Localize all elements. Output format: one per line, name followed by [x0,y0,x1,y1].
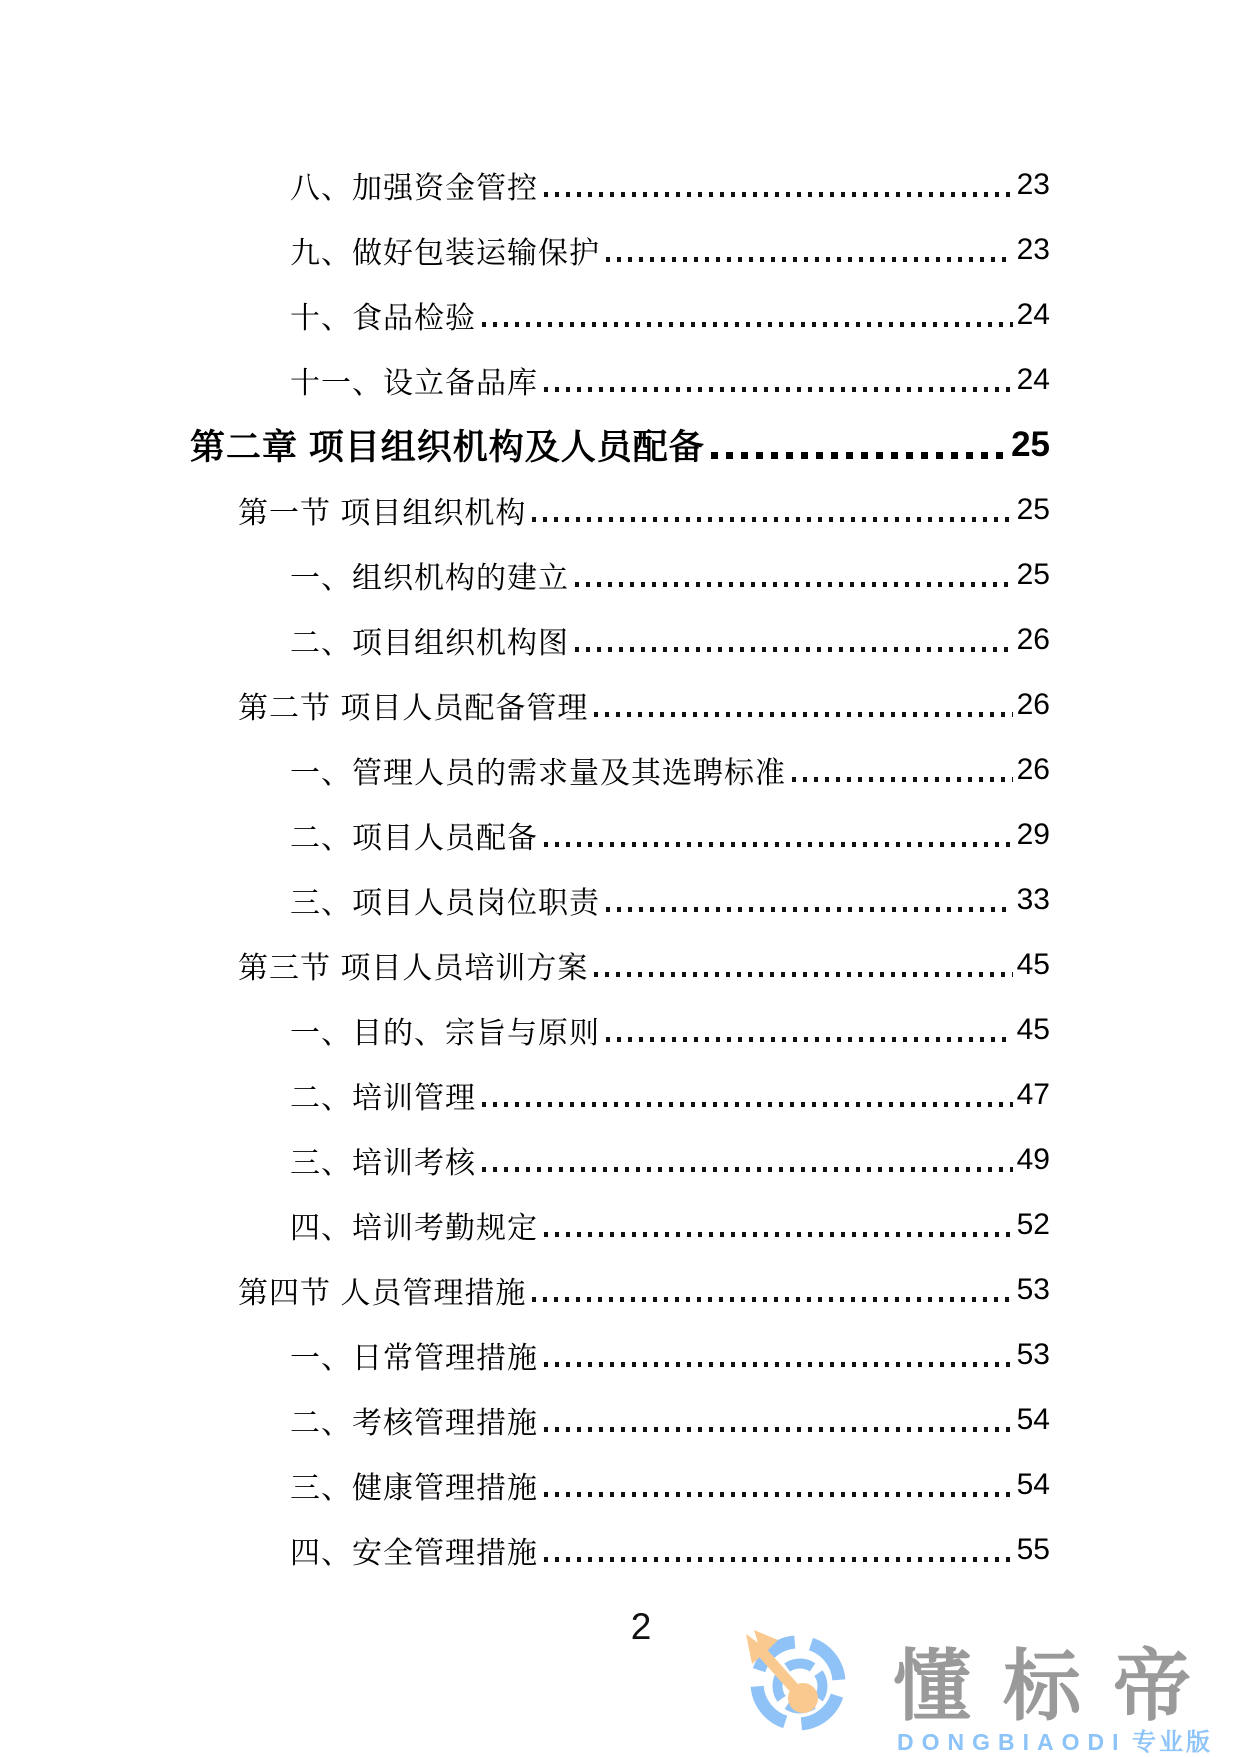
toc-entry-title: 第二节 项目人员配备管理 [238,691,589,725]
dot-leader [544,1232,1013,1237]
toc-entry-title: 一、组织机构的建立 [290,561,569,595]
toc-entry-page: 24 [1016,297,1050,331]
dot-leader [482,1102,1013,1107]
watermark-brand-edition: 专业版 [1132,1729,1213,1756]
dot-leader [606,257,1013,262]
toc-entry [190,347,1050,412]
toc-entry-page: 23 [1016,167,1050,201]
dot-leader [532,517,1012,522]
dot-leader [544,387,1013,392]
toc-entry [190,1452,1050,1517]
dot-leader [544,192,1013,197]
toc-entry-page: 47 [1016,1077,1050,1111]
toc-entry-title: 八、加强资金管控 [290,171,538,205]
toc-entry [190,672,1050,737]
toc-entry-page: 24 [1016,362,1050,396]
toc-entry [190,1192,1050,1257]
toc-entry-title: 四、安全管理措施 [290,1536,538,1570]
toc-entry-title: 十一、设立备品库 [290,366,538,400]
toc-entry [190,1517,1050,1582]
watermark-brand-subtitle [897,1722,1213,1757]
watermark-brand-latin: DONGBIAODI [897,1729,1127,1755]
toc-entry-page: 49 [1016,1142,1050,1176]
dot-leader [482,1167,1013,1172]
dot-leader [594,972,1012,977]
toc-entry-title: 二、考核管理措施 [290,1406,538,1440]
toc-entry-title: 一、管理人员的需求量及其选聘标准 [290,756,786,790]
toc-entry [190,282,1050,347]
page-number: 2 [630,1606,652,1647]
toc-entry-page: 25 [1016,492,1050,526]
toc-entry-title: 二、项目组织机构图 [290,626,569,660]
toc-entry-page: 45 [1016,1012,1050,1046]
toc-entry [190,867,1050,932]
toc-entry-page: 33 [1016,882,1050,916]
toc-entry-page: 55 [1016,1532,1050,1566]
toc-entry-title: 三、健康管理措施 [290,1471,538,1505]
dot-leader [594,712,1012,717]
toc-entry-page: 52 [1016,1207,1050,1241]
dot-leader [575,582,1013,587]
toc-entry [190,1127,1050,1192]
dot-leader [544,842,1013,847]
dot-leader [482,322,1013,327]
toc-entry-page: 53 [1016,1272,1050,1306]
toc-entry-page: 26 [1016,622,1050,656]
toc-entry-title: 十、食品检验 [290,301,476,335]
dot-leader [544,1362,1013,1367]
dot-leader [532,1297,1012,1302]
toc-entry [190,542,1050,607]
dot-leader [544,1427,1013,1432]
toc-entry-title: 四、培训考勤规定 [290,1211,538,1245]
toc-entry [190,1257,1050,1322]
toc-entry-page: 54 [1016,1402,1050,1436]
dot-leader [575,647,1013,652]
toc-entry-page: 25 [1016,557,1050,591]
toc-entry-title: 三、项目人员岗位职责 [290,886,600,920]
bullseye-arrow-logo-icon [738,1628,863,1754]
dot-leader [606,1037,1013,1042]
toc-entry-page: 23 [1016,232,1050,266]
toc-entry-page: 26 [1016,752,1050,786]
toc-entry-page: 45 [1016,947,1050,981]
table-of-contents [190,152,1050,1582]
toc-entry [190,477,1050,542]
toc-entry [190,1062,1050,1127]
dot-leader [544,1557,1013,1562]
dot-leader [792,777,1013,782]
toc-entry-page: 29 [1016,817,1050,851]
toc-entry-title: 第一节 项目组织机构 [238,496,527,530]
toc-entry-title: 二、培训管理 [290,1081,476,1115]
toc-entry-page: 26 [1016,687,1050,721]
toc-entry-title: 三、培训考核 [290,1146,476,1180]
toc-entry [190,1322,1050,1387]
dot-leader [544,1492,1013,1497]
dot-leader [711,452,1007,459]
watermark-brand-name: 懂标帝 [893,1642,1224,1730]
toc-entry [190,152,1050,217]
toc-entry-title: 第二章 项目组织机构及人员配备 [190,427,705,467]
toc-entry [190,997,1050,1062]
toc-entry-page: 53 [1016,1337,1050,1371]
toc-entry-title: 二、项目人员配备 [290,821,538,855]
toc-entry [190,802,1050,867]
toc-entry-title: 第三节 项目人员培训方案 [238,951,589,985]
toc-entry-title: 九、做好包装运输保护 [290,236,600,270]
toc-entry [190,1387,1050,1452]
dot-leader [606,907,1013,912]
toc-entry [190,412,1050,477]
toc-entry [190,737,1050,802]
toc-entry-title: 一、目的、宗旨与原则 [290,1016,600,1050]
toc-entry [190,932,1050,997]
toc-entry-page: 25 [1011,424,1050,464]
toc-entry [190,607,1050,672]
toc-entry-title: 一、日常管理措施 [290,1341,538,1375]
toc-entry-page: 54 [1016,1467,1050,1501]
toc-entry [190,217,1050,282]
toc-entry-title: 第四节 人员管理措施 [238,1276,527,1310]
